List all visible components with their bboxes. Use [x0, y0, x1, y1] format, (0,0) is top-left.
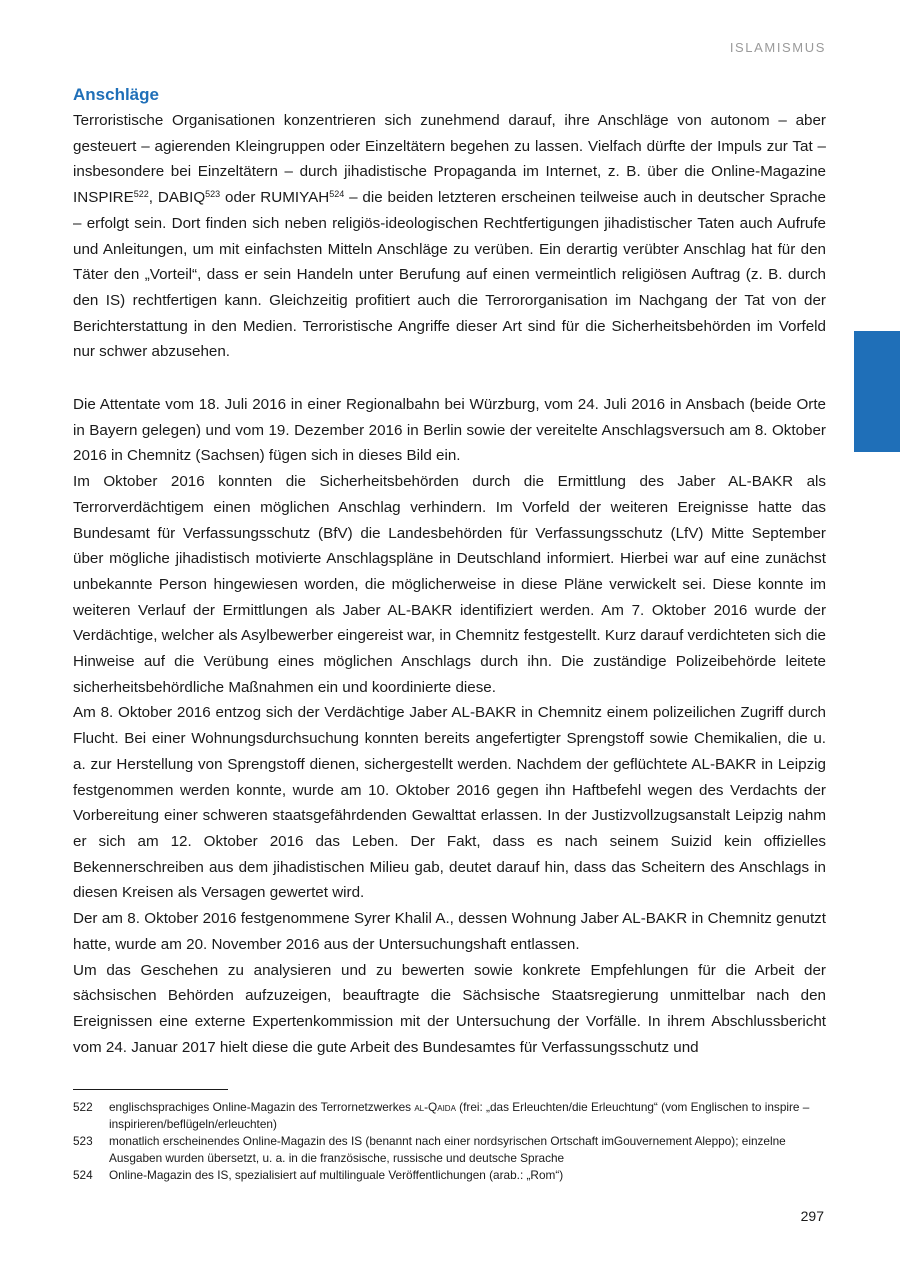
paragraph-flucht: Am 8. Oktober 2016 entzog sich der Verdächtige Jaber AL-BAKR in Chemnitz einem polizeilichen Zugriff durch Flucht. Bei einer Wohnungsdurchsuchung konnten bereits angefertigter Sprengstoff sowie Chemikalien, die u. a. zur Herstellung von Sprengstoff dienen, sichergestellt werden. Nachdem der geflüchtete AL-BAKR in Leipzig festgenommen werden konnte, wurde am 10. Oktober 2016 gegen ihn Haftbefehl wegen des Verdachts der Vorbereitung einer schweren staatsgefährdenden Gewalttat erlassen. In der Justizvollzugsanstalt Leipzig nahm er sich am 12. Oktober 2016 das Leben. Der Fakt, dass es nach seinem Suizid kein offizielles Bekennerschreiben aus dem jihadistischen Milieu gab, deutet darauf hin, dass das Scheitern des Anschlags in diesen Kreisen als Versagen gewertet wird. — [73, 704, 826, 902]
section-heading: Anschläge — [73, 85, 159, 104]
main-content — [73, 82, 826, 1060]
footnote-text-part-b: (frei: „das Erleuchten/die Erleuchtung“ (vom Englischen to inspire – inspirieren/beflügeln/erleuchten) — [109, 1100, 810, 1131]
footnote-number: 524 — [73, 1168, 93, 1182]
footnote-ref-523[interactable]: 523 — [205, 189, 221, 200]
page-number: 297 — [800, 1208, 824, 1224]
footnote-text: Online-Magazin des IS, spezialisiert auf multilinguale Veröffentlichungen (arab.: „Rom“) — [109, 1168, 564, 1182]
chapter-side-tab — [854, 331, 900, 452]
footnotes — [73, 1099, 833, 1184]
footnote-number: 522 — [73, 1100, 93, 1114]
footnote-ref-524[interactable]: 524 — [329, 189, 345, 200]
footnote-smallcaps: al-Qaida — [414, 1100, 456, 1114]
footnote-text — [109, 1099, 833, 1133]
footnote-divider — [73, 1089, 228, 1090]
footnote-text-part-a: englischsprachiges Online-Magazin des Terrornetzwerkes — [109, 1100, 415, 1114]
footnote-number: 523 — [73, 1134, 93, 1148]
running-head: ISLAMISMUS — [729, 40, 826, 55]
paragraph-expertenkommission: Um das Geschehen zu analysieren und zu bewerten sowie konkrete Empfehlungen für die Arbeit der sächsischen Behörden aufzuzeigen, beauftragte die Sächsische Staatsregierung unmittelbar nach den Ereignissen eine externe Expertenkommission mit der Untersuchung der Vorfälle. In ihrem Abschlussbericht vom 24. Januar 2017 hielt diese die gute Arbeit des Bundesamtes für Verfassungsschutz und — [73, 961, 826, 1056]
paragraph-attentate: Die Attentate vom 18. Juli 2016 in einer Regionalbahn bei Würzburg, vom 24. Juli 2016 in Ansbach (beide Orte in Bayern gelegen) und vom 19. Dezember 2016 in Berlin sowie der vereitelte Anschlagsversuch am 8. Oktober 2016 in Chemnitz (Sachsen) fügen sich in dieses Bild ein. — [73, 396, 826, 465]
paragraph-intro-part-a: Terroristische Organisationen konzentrieren sich zunehmend darauf, ihre Anschläge von autonom – aber gesteuert – agierenden Kleingruppen oder Einzeltätern begehen zu lassen. Vielfach dürfte der Impuls zur Tat – insbesondere bei Einzeltätern – durch jihadistische Propaganda im Internet, z. B. über die Online-Magazine INSPIRE — [73, 112, 826, 207]
paragraph-khalil: Der am 8. Oktober 2016 festgenommene Syrer Khalil A., dessen Wohnung Jaber AL-BAKR in Chemnitz genutzt hatte, wurde am 20. November 2016 aus der Untersuchungshaft entlassen. — [73, 910, 826, 953]
paragraph-spacer — [73, 365, 826, 392]
paragraph-intro — [73, 108, 826, 365]
paragraph-intro-part-d: – die beiden letzteren erscheinen teilweise auch in deutscher Sprache – erfolgt sein. Dort finden sich neben religiös-ideologischen Rechtfertigungen jihadistischer Taten auch Aufrufe und Anleitungen, um mit einfachsten Mitteln Anschläge zu verüben. Ein derartig verübter Anschlag hat für den Täter den „Vorteil“, dass er sein Handeln unter Berufung auf einen vermeintlich religiösen Auftrag (z. B. durch den IS) rechtfertigen kann. Gleichzeitig profitiert auch die Terrororganisation im Nachgang der Tat von der Berichterstattung in den Medien. Terroristische Angriffe dieser Art sind für die Sicherheitsbehörden im Vorfeld nur schwer abzusehen. — [73, 189, 826, 361]
footnote-text: monatlich erscheinendes Online-Magazin des IS (benannt nach einer nordsyrischen Ortschaft imGouvernement Aleppo); einzelne Ausgaben wurden übersetzt, u. a. in die französische, russische und deutsche Sprache — [109, 1134, 786, 1165]
paragraph-ermittlung: Im Oktober 2016 konnten die Sicherheitsbehörden durch die Ermittlung des Jaber AL-BAKR als Terrorverdächtigem einen möglichen Anschlag verhindern. Im Vorfeld der weiteren Ereignisse hatte das Bundesamt für Verfassungsschutz (BfV) die Landesbehörden für Verfassungsschutz (LfV) Mitte September über mögliche jihadistisch motivierte Anschlagspläne in Deutschland informiert. Hierbei war auf eine zunächst unbekannte Person hingewiesen worden, die möglicherweise in diese Pläne verwickelt sei. Diese konnte im weiteren Verlauf der Ermittlungen als Jaber AL-BAKR identifiziert werden. Am 7. Oktober 2016 wurde der Verdächtige, welcher als Asylbewerber eingereist war, in Chemnitz festgestellt. Kurz darauf verdichteten sich die Hinweise auf die Verübung eines möglichen Anschlags durch ihn. Die zuständige Polizeibehörde leitete sicherheitsbehördliche Maßnahmen ein und koordinierte diese. — [73, 473, 827, 696]
footnote-524 — [73, 1167, 833, 1184]
footnote-523 — [73, 1133, 833, 1167]
footnote-522 — [73, 1099, 833, 1133]
footnote-ref-522[interactable]: 522 — [133, 189, 149, 200]
paragraph-intro-part-b: , DABIQ — [148, 189, 206, 207]
paragraph-intro-part-c: oder RUMIYAH — [220, 189, 330, 207]
